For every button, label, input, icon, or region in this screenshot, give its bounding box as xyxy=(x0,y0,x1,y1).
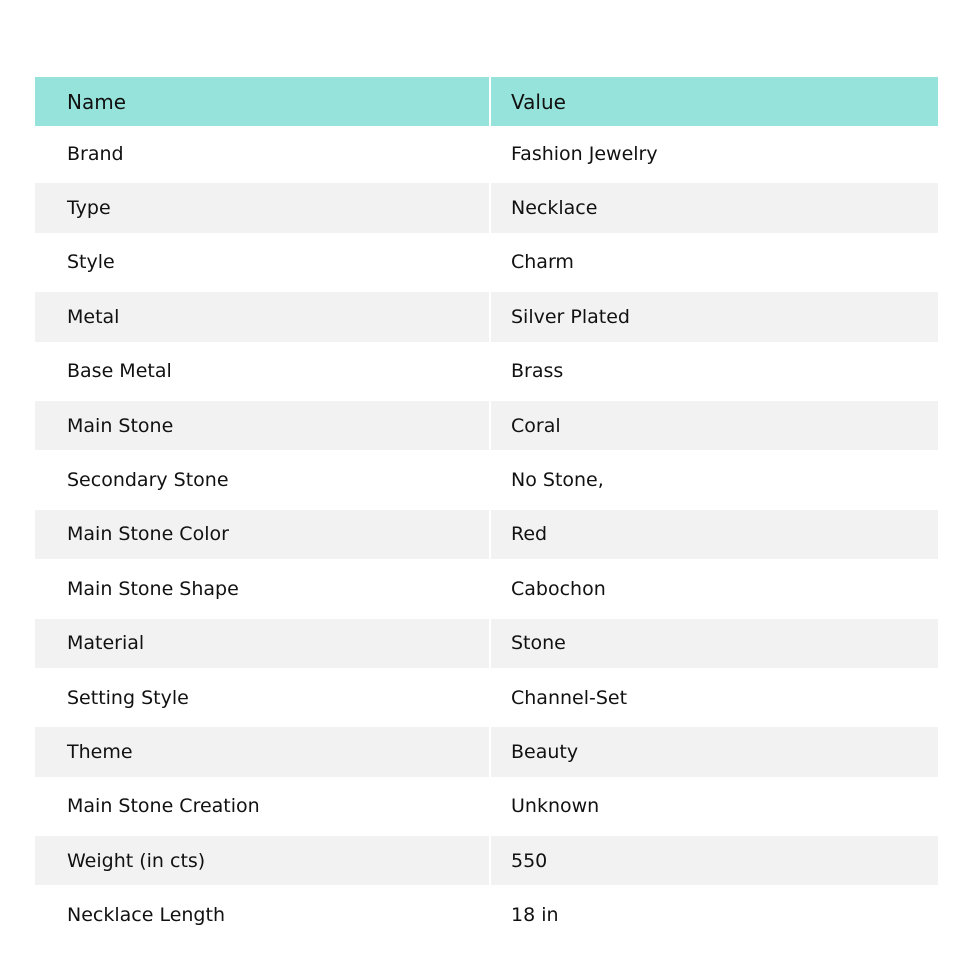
spec-table xyxy=(35,77,938,942)
table-row xyxy=(35,452,938,506)
table-header xyxy=(35,77,938,126)
table-row xyxy=(35,561,938,615)
row-value: 550 xyxy=(491,833,938,887)
header-row xyxy=(35,77,938,126)
row-value: Brass xyxy=(491,344,938,398)
row-value: Unknown xyxy=(491,779,938,833)
table-row xyxy=(35,344,938,398)
row-value: Stone xyxy=(491,616,938,670)
header-value: Value xyxy=(491,77,938,126)
row-name: Metal xyxy=(35,289,491,343)
table-row xyxy=(35,616,938,670)
row-name: Main Stone xyxy=(35,398,491,452)
row-name: Base Metal xyxy=(35,344,491,398)
table-row xyxy=(35,670,938,724)
row-name: Main Stone Shape xyxy=(35,561,491,615)
table-row xyxy=(35,507,938,561)
table-row xyxy=(35,289,938,343)
row-name: Secondary Stone xyxy=(35,452,491,506)
row-value: Red xyxy=(491,507,938,561)
row-name: Material xyxy=(35,616,491,670)
row-name: Type xyxy=(35,180,491,234)
table-row xyxy=(35,235,938,289)
row-name: Theme xyxy=(35,724,491,778)
row-value: Coral xyxy=(491,398,938,452)
row-name: Main Stone Creation xyxy=(35,779,491,833)
row-value: Silver Plated xyxy=(491,289,938,343)
table-row xyxy=(35,180,938,234)
row-name: Brand xyxy=(35,126,491,180)
row-name: Weight (in cts) xyxy=(35,833,491,887)
table-body xyxy=(35,126,938,942)
row-name: Style xyxy=(35,235,491,289)
table-row xyxy=(35,833,938,887)
row-value: Fashion Jewelry xyxy=(491,126,938,180)
row-name: Setting Style xyxy=(35,670,491,724)
table-row xyxy=(35,724,938,778)
row-name: Main Stone Color xyxy=(35,507,491,561)
table-row xyxy=(35,779,938,833)
row-value: No Stone, xyxy=(491,452,938,506)
row-value: Beauty xyxy=(491,724,938,778)
table-row xyxy=(35,126,938,180)
row-value: 18 in xyxy=(491,887,938,941)
row-value: Cabochon xyxy=(491,561,938,615)
row-value: Channel-Set xyxy=(491,670,938,724)
header-name: Name xyxy=(35,77,491,126)
table-row xyxy=(35,398,938,452)
table-row xyxy=(35,887,938,941)
row-value: Charm xyxy=(491,235,938,289)
row-value: Necklace xyxy=(491,180,938,234)
row-name: Necklace Length xyxy=(35,887,491,941)
